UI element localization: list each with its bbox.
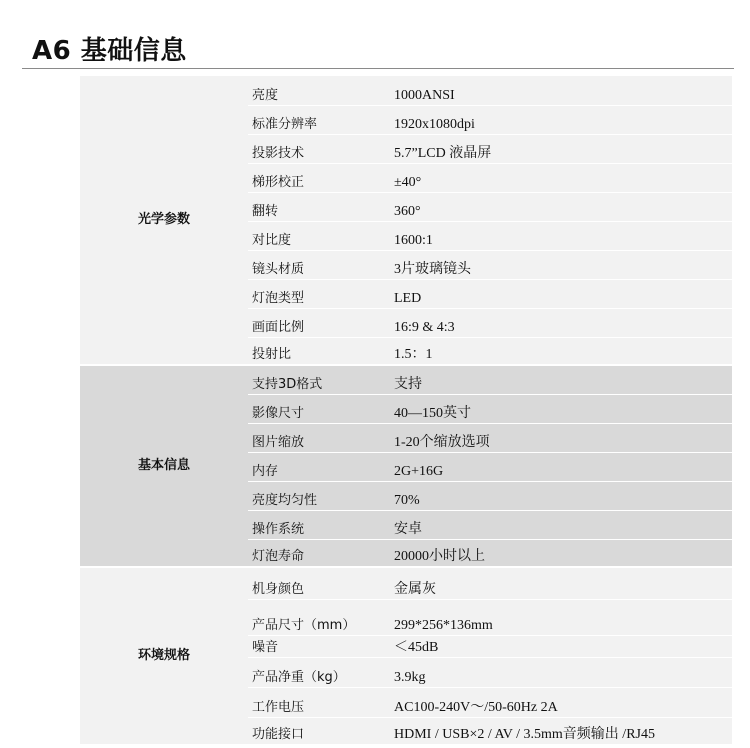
spec-label: 功能接口 <box>248 717 394 745</box>
spec-value: 1920x1080dpi <box>394 105 732 134</box>
spec-value: AC100-240V～/50-60Hz 2A <box>394 687 732 717</box>
spec-label: 图片缩放 <box>248 423 394 452</box>
spec-value: 1-20个缩放选项 <box>394 423 732 452</box>
spec-value: 支持 <box>394 365 732 394</box>
spec-value: LED <box>394 279 732 308</box>
spec-label: 投影技术 <box>248 134 394 163</box>
spec-value: 3.9kg <box>394 657 732 687</box>
spec-label: 噪音 <box>248 635 394 657</box>
spec-label: 机身颜色 <box>248 567 394 599</box>
spec-label: 亮度均匀性 <box>248 481 394 510</box>
spec-label: 亮度 <box>248 76 394 105</box>
spec-value: 16:9 & 4:3 <box>394 308 732 337</box>
spec-value: 5.7”LCD 液晶屏 <box>394 134 732 163</box>
spec-label: 支持3D格式 <box>248 365 394 394</box>
spec-label: 产品尺寸（mm） <box>248 599 394 635</box>
spec-label: 灯泡寿命 <box>248 539 394 567</box>
spec-value: 299*256*136mm <box>394 599 732 635</box>
category-label: 基本信息 <box>80 365 248 567</box>
spec-value: 2G+16G <box>394 452 732 481</box>
spec-value: 1000ANSI <box>394 76 732 105</box>
spec-row <box>80 365 732 394</box>
page-title: A6 基础信息 <box>32 36 187 66</box>
spec-value: ＜45dB <box>394 635 732 657</box>
spec-value: 3片玻璃镜头 <box>394 250 732 279</box>
spec-value: 20000小时以上 <box>394 539 732 567</box>
spec-group-basic <box>80 365 732 567</box>
spec-label: 产品净重（kg） <box>248 657 394 687</box>
spec-label: 镜头材质 <box>248 250 394 279</box>
category-label: 环境规格 <box>80 567 248 745</box>
spec-group-optical <box>80 76 732 365</box>
spec-value: ±40° <box>394 163 732 192</box>
spec-group-environment <box>80 567 732 745</box>
spec-row <box>80 76 732 105</box>
spec-label: 标准分辨率 <box>248 105 394 134</box>
spec-label: 画面比例 <box>248 308 394 337</box>
spec-value: 金属灰 <box>394 567 732 599</box>
spec-value: 1.5：1 <box>394 337 732 365</box>
spec-value: 安卓 <box>394 510 732 539</box>
spec-label: 翻转 <box>248 192 394 221</box>
spec-label: 对比度 <box>248 221 394 250</box>
spec-label: 内存 <box>248 452 394 481</box>
spec-table <box>80 76 732 746</box>
spec-label: 操作系统 <box>248 510 394 539</box>
spec-label: 影像尺寸 <box>248 394 394 423</box>
category-label: 光学参数 <box>80 76 248 365</box>
spec-label: 投射比 <box>248 337 394 365</box>
spec-row <box>80 567 732 599</box>
title-divider <box>22 68 734 69</box>
spec-value: 40—150英寸 <box>394 394 732 423</box>
spec-value: 1600:1 <box>394 221 732 250</box>
spec-label: 灯泡类型 <box>248 279 394 308</box>
spec-label: 梯形校正 <box>248 163 394 192</box>
spec-value: 70% <box>394 481 732 510</box>
spec-value: HDMI / USB×2 / AV / 3.5mm音频输出 /RJ45 <box>394 717 732 745</box>
spec-value: 360° <box>394 192 732 221</box>
spec-label: 工作电压 <box>248 687 394 717</box>
